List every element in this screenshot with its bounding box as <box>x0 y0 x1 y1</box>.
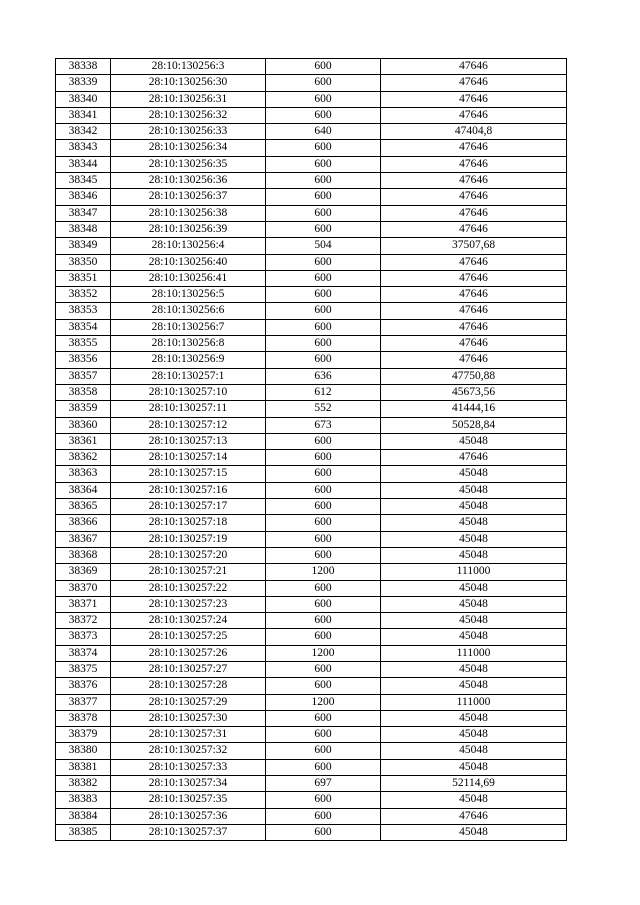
cadastral-number-cell: 28:10:130257:1 <box>111 368 266 384</box>
row-number-cell: 38381 <box>56 759 111 775</box>
table-row <box>56 303 567 319</box>
row-number-cell: 38383 <box>56 792 111 808</box>
row-number-cell: 38340 <box>56 91 111 107</box>
cadastral-number-cell: 28:10:130257:17 <box>111 499 266 515</box>
cadastral-number-cell: 28:10:130257:26 <box>111 645 266 661</box>
row-number-cell: 38380 <box>56 743 111 759</box>
row-number-cell: 38373 <box>56 629 111 645</box>
table-row <box>56 75 567 91</box>
area-cell: 600 <box>266 205 381 221</box>
row-number-cell: 38378 <box>56 710 111 726</box>
value-cell: 37507,68 <box>381 238 567 254</box>
area-cell: 1200 <box>266 564 381 580</box>
value-cell: 47646 <box>381 270 567 286</box>
table-row <box>56 254 567 270</box>
value-cell: 45048 <box>381 743 567 759</box>
cadastral-number-cell: 28:10:130257:31 <box>111 727 266 743</box>
value-cell: 52114,69 <box>381 776 567 792</box>
value-cell: 47646 <box>381 91 567 107</box>
table-row <box>56 645 567 661</box>
area-cell: 600 <box>266 466 381 482</box>
row-number-cell: 38352 <box>56 287 111 303</box>
cadastral-number-cell: 28:10:130256:7 <box>111 319 266 335</box>
value-cell: 47646 <box>381 450 567 466</box>
row-number-cell: 38361 <box>56 433 111 449</box>
cadastral-number-cell: 28:10:130257:11 <box>111 401 266 417</box>
cadastral-number-cell: 28:10:130257:18 <box>111 515 266 531</box>
value-cell: 45048 <box>381 613 567 629</box>
table-row <box>56 792 567 808</box>
value-cell: 47404,8 <box>381 124 567 140</box>
cadastral-number-cell: 28:10:130257:25 <box>111 629 266 645</box>
cadastral-number-cell: 28:10:130256:5 <box>111 287 266 303</box>
table-row <box>56 759 567 775</box>
row-number-cell: 38368 <box>56 547 111 563</box>
cadastral-number-cell: 28:10:130257:20 <box>111 547 266 563</box>
cadastral-number-cell: 28:10:130256:8 <box>111 336 266 352</box>
cadastral-number-cell: 28:10:130257:35 <box>111 792 266 808</box>
value-cell: 47646 <box>381 140 567 156</box>
cadastral-number-cell: 28:10:130257:13 <box>111 433 266 449</box>
row-number-cell: 38377 <box>56 694 111 710</box>
row-number-cell: 38345 <box>56 173 111 189</box>
cadastral-number-cell: 28:10:130257:10 <box>111 384 266 400</box>
area-cell: 552 <box>266 401 381 417</box>
row-number-cell: 38342 <box>56 124 111 140</box>
table-row <box>56 417 567 433</box>
cadastral-number-cell: 28:10:130257:23 <box>111 596 266 612</box>
table-row <box>56 661 567 677</box>
table-row <box>56 336 567 352</box>
area-cell: 600 <box>266 792 381 808</box>
table-row <box>56 515 567 531</box>
area-cell: 600 <box>266 759 381 775</box>
value-cell: 45048 <box>381 466 567 482</box>
row-number-cell: 38360 <box>56 417 111 433</box>
row-number-cell: 38344 <box>56 156 111 172</box>
table-row <box>56 156 567 172</box>
cadastral-number-cell: 28:10:130257:22 <box>111 580 266 596</box>
value-cell: 47646 <box>381 156 567 172</box>
row-number-cell: 38338 <box>56 59 111 75</box>
value-cell: 111000 <box>381 694 567 710</box>
row-number-cell: 38369 <box>56 564 111 580</box>
area-cell: 600 <box>266 547 381 563</box>
area-cell: 600 <box>266 173 381 189</box>
area-cell: 600 <box>266 221 381 237</box>
row-number-cell: 38347 <box>56 205 111 221</box>
cadastral-number-cell: 28:10:130256:37 <box>111 189 266 205</box>
area-cell: 600 <box>266 303 381 319</box>
area-cell: 600 <box>266 189 381 205</box>
table-row <box>56 580 567 596</box>
table-row <box>56 499 567 515</box>
data-table <box>55 58 567 841</box>
table-row <box>56 352 567 368</box>
row-number-cell: 38370 <box>56 580 111 596</box>
cadastral-number-cell: 28:10:130257:16 <box>111 482 266 498</box>
area-cell: 600 <box>266 59 381 75</box>
row-number-cell: 38376 <box>56 678 111 694</box>
value-cell: 47646 <box>381 254 567 270</box>
area-cell: 600 <box>266 678 381 694</box>
cadastral-number-cell: 28:10:130256:39 <box>111 221 266 237</box>
table-row <box>56 384 567 400</box>
value-cell: 47646 <box>381 808 567 824</box>
cadastral-number-cell: 28:10:130257:14 <box>111 450 266 466</box>
row-number-cell: 38357 <box>56 368 111 384</box>
value-cell: 45673,56 <box>381 384 567 400</box>
cadastral-number-cell: 28:10:130256:31 <box>111 91 266 107</box>
table-row <box>56 531 567 547</box>
value-cell: 47646 <box>381 173 567 189</box>
value-cell: 45048 <box>381 710 567 726</box>
row-number-cell: 38348 <box>56 221 111 237</box>
table-row <box>56 287 567 303</box>
area-cell: 600 <box>266 433 381 449</box>
table-row <box>56 694 567 710</box>
row-number-cell: 38379 <box>56 727 111 743</box>
area-cell: 600 <box>266 629 381 645</box>
value-cell: 45048 <box>381 629 567 645</box>
area-cell: 600 <box>266 482 381 498</box>
area-cell: 600 <box>266 156 381 172</box>
cadastral-number-cell: 28:10:130256:40 <box>111 254 266 270</box>
row-number-cell: 38372 <box>56 613 111 629</box>
table-row <box>56 124 567 140</box>
cadastral-number-cell: 28:10:130257:36 <box>111 808 266 824</box>
row-number-cell: 38349 <box>56 238 111 254</box>
area-cell: 504 <box>266 238 381 254</box>
table-row <box>56 678 567 694</box>
cadastral-number-cell: 28:10:130257:33 <box>111 759 266 775</box>
value-cell: 47646 <box>381 107 567 123</box>
area-cell: 600 <box>266 75 381 91</box>
area-cell: 697 <box>266 776 381 792</box>
cadastral-number-cell: 28:10:130257:27 <box>111 661 266 677</box>
row-number-cell: 38384 <box>56 808 111 824</box>
row-number-cell: 38343 <box>56 140 111 156</box>
table-row <box>56 466 567 482</box>
value-cell: 50528,84 <box>381 417 567 433</box>
cadastral-number-cell: 28:10:130257:30 <box>111 710 266 726</box>
area-cell: 600 <box>266 808 381 824</box>
value-cell: 47646 <box>381 336 567 352</box>
cadastral-number-cell: 28:10:130257:19 <box>111 531 266 547</box>
table-row <box>56 776 567 792</box>
cadastral-number-cell: 28:10:130256:30 <box>111 75 266 91</box>
cadastral-number-cell: 28:10:130256:38 <box>111 205 266 221</box>
row-number-cell: 38366 <box>56 515 111 531</box>
row-number-cell: 38382 <box>56 776 111 792</box>
area-cell: 1200 <box>266 694 381 710</box>
table-row <box>56 743 567 759</box>
cadastral-number-cell: 28:10:130256:41 <box>111 270 266 286</box>
table-row <box>56 824 567 840</box>
cadastral-number-cell: 28:10:130256:34 <box>111 140 266 156</box>
area-cell: 600 <box>266 531 381 547</box>
area-cell: 600 <box>266 499 381 515</box>
cadastral-number-cell: 28:10:130257:37 <box>111 824 266 840</box>
value-cell: 45048 <box>381 482 567 498</box>
value-cell: 47646 <box>381 75 567 91</box>
area-cell: 600 <box>266 580 381 596</box>
cadastral-number-cell: 28:10:130256:35 <box>111 156 266 172</box>
cadastral-number-cell: 28:10:130256:3 <box>111 59 266 75</box>
table-row <box>56 107 567 123</box>
table-row <box>56 205 567 221</box>
table-body <box>56 59 567 841</box>
row-number-cell: 38374 <box>56 645 111 661</box>
cadastral-number-cell: 28:10:130257:21 <box>111 564 266 580</box>
area-cell: 600 <box>266 91 381 107</box>
cadastral-number-cell: 28:10:130256:36 <box>111 173 266 189</box>
table-row <box>56 221 567 237</box>
row-number-cell: 38364 <box>56 482 111 498</box>
area-cell: 600 <box>266 140 381 156</box>
cadastral-number-cell: 28:10:130256:32 <box>111 107 266 123</box>
area-cell: 600 <box>266 319 381 335</box>
value-cell: 111000 <box>381 564 567 580</box>
table-row <box>56 564 567 580</box>
area-cell: 600 <box>266 613 381 629</box>
area-cell: 600 <box>266 352 381 368</box>
cadastral-number-cell: 28:10:130257:29 <box>111 694 266 710</box>
area-cell: 612 <box>266 384 381 400</box>
table-row <box>56 189 567 205</box>
table-row <box>56 401 567 417</box>
value-cell: 47646 <box>381 287 567 303</box>
value-cell: 45048 <box>381 547 567 563</box>
table-row <box>56 596 567 612</box>
row-number-cell: 38367 <box>56 531 111 547</box>
cadastral-number-cell: 28:10:130257:34 <box>111 776 266 792</box>
row-number-cell: 38346 <box>56 189 111 205</box>
cadastral-number-cell: 28:10:130256:33 <box>111 124 266 140</box>
cadastral-number-cell: 28:10:130257:32 <box>111 743 266 759</box>
row-number-cell: 38385 <box>56 824 111 840</box>
table-row <box>56 368 567 384</box>
area-cell: 600 <box>266 336 381 352</box>
value-cell: 45048 <box>381 515 567 531</box>
table-row <box>56 319 567 335</box>
area-cell: 640 <box>266 124 381 140</box>
area-cell: 673 <box>266 417 381 433</box>
area-cell: 600 <box>266 661 381 677</box>
table-row <box>56 270 567 286</box>
area-cell: 600 <box>266 287 381 303</box>
row-number-cell: 38341 <box>56 107 111 123</box>
value-cell: 45048 <box>381 580 567 596</box>
table-row <box>56 547 567 563</box>
area-cell: 600 <box>266 824 381 840</box>
table-row <box>56 140 567 156</box>
area-cell: 600 <box>266 596 381 612</box>
row-number-cell: 38356 <box>56 352 111 368</box>
row-number-cell: 38355 <box>56 336 111 352</box>
area-cell: 600 <box>266 450 381 466</box>
row-number-cell: 38375 <box>56 661 111 677</box>
cadastral-number-cell: 28:10:130256:9 <box>111 352 266 368</box>
value-cell: 45048 <box>381 433 567 449</box>
row-number-cell: 38359 <box>56 401 111 417</box>
value-cell: 45048 <box>381 792 567 808</box>
value-cell: 45048 <box>381 499 567 515</box>
cadastral-number-cell: 28:10:130256:6 <box>111 303 266 319</box>
area-cell: 600 <box>266 710 381 726</box>
table-row <box>56 173 567 189</box>
value-cell: 45048 <box>381 759 567 775</box>
cadastral-number-cell: 28:10:130257:15 <box>111 466 266 482</box>
table-row <box>56 710 567 726</box>
value-cell: 45048 <box>381 531 567 547</box>
area-cell: 600 <box>266 515 381 531</box>
row-number-cell: 38363 <box>56 466 111 482</box>
area-cell: 600 <box>266 254 381 270</box>
value-cell: 47646 <box>381 319 567 335</box>
cadastral-number-cell: 28:10:130257:28 <box>111 678 266 694</box>
table-row <box>56 482 567 498</box>
table-row <box>56 629 567 645</box>
row-number-cell: 38350 <box>56 254 111 270</box>
row-number-cell: 38351 <box>56 270 111 286</box>
cadastral-number-cell: 28:10:130256:4 <box>111 238 266 254</box>
row-number-cell: 38365 <box>56 499 111 515</box>
row-number-cell: 38362 <box>56 450 111 466</box>
row-number-cell: 38339 <box>56 75 111 91</box>
value-cell: 45048 <box>381 661 567 677</box>
area-cell: 1200 <box>266 645 381 661</box>
value-cell: 111000 <box>381 645 567 661</box>
cadastral-number-cell: 28:10:130257:12 <box>111 417 266 433</box>
value-cell: 47750,88 <box>381 368 567 384</box>
value-cell: 45048 <box>381 824 567 840</box>
table-row <box>56 450 567 466</box>
value-cell: 45048 <box>381 596 567 612</box>
table-row <box>56 59 567 75</box>
area-cell: 600 <box>266 727 381 743</box>
value-cell: 47646 <box>381 352 567 368</box>
cadastral-number-cell: 28:10:130257:24 <box>111 613 266 629</box>
area-cell: 600 <box>266 743 381 759</box>
value-cell: 45048 <box>381 678 567 694</box>
value-cell: 47646 <box>381 189 567 205</box>
table-row <box>56 91 567 107</box>
value-cell: 47646 <box>381 221 567 237</box>
value-cell: 41444,16 <box>381 401 567 417</box>
area-cell: 600 <box>266 107 381 123</box>
area-cell: 600 <box>266 270 381 286</box>
value-cell: 47646 <box>381 205 567 221</box>
value-cell: 47646 <box>381 59 567 75</box>
row-number-cell: 38354 <box>56 319 111 335</box>
row-number-cell: 38371 <box>56 596 111 612</box>
table-row <box>56 727 567 743</box>
row-number-cell: 38353 <box>56 303 111 319</box>
value-cell: 45048 <box>381 727 567 743</box>
table-row <box>56 808 567 824</box>
table-row <box>56 238 567 254</box>
value-cell: 47646 <box>381 303 567 319</box>
table-row <box>56 433 567 449</box>
table-row <box>56 613 567 629</box>
area-cell: 636 <box>266 368 381 384</box>
row-number-cell: 38358 <box>56 384 111 400</box>
